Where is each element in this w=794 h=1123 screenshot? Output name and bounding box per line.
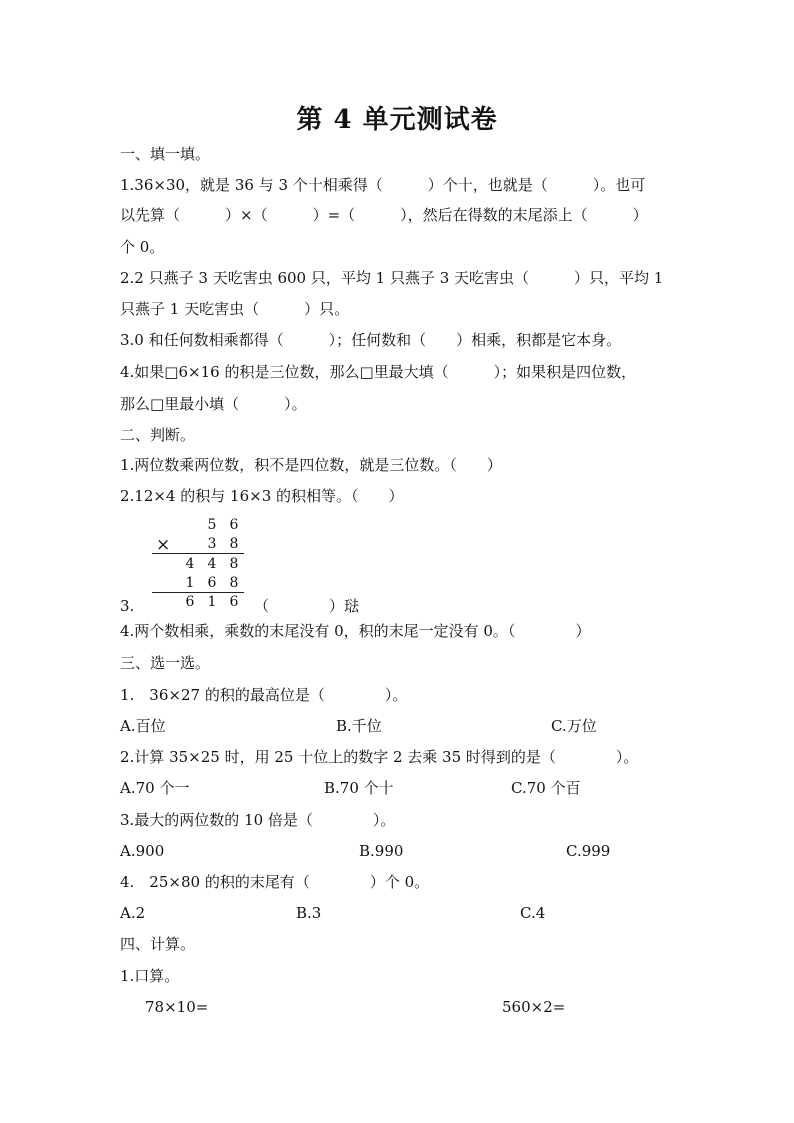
digit: 6 [229, 594, 239, 610]
option-b: B.70 个十 [324, 779, 394, 797]
question-1-2-line2: 只燕子 1 天吃害虫（ ）只。 [120, 300, 350, 318]
calculation-item: 78×10= [145, 998, 209, 1016]
section-heading-calculate: 四、计算。 [120, 935, 196, 953]
question-2-3-number: 3. [120, 597, 135, 615]
vertical-multiplication [150, 514, 246, 610]
question-1-1-line2: 以先算（ ）×（ ）=（ ），然后在得数的末尾添上（ ） [120, 206, 648, 224]
digit: 8 [229, 536, 239, 552]
question-1-1-line1: 1.36×30，就是 36 与 3 个十相乘得（ ）个十，也就是（ ）。也可 [120, 176, 646, 194]
option-c: C.4 [520, 904, 546, 922]
multiply-sign: × [156, 535, 171, 555]
option-c: C.70 个百 [511, 779, 581, 797]
subsection-mental-math: 1.口算。 [120, 967, 180, 985]
digit: 5 [207, 517, 217, 533]
digit: 1 [207, 594, 217, 610]
calculation-rule [152, 553, 244, 554]
option-c: C.999 [566, 842, 611, 860]
option-a: A.70 个一 [120, 779, 190, 797]
digit: 3 [207, 536, 217, 552]
question-3-2: 2.计算 35×25 时，用 25 十位上的数字 2 去乘 35 时得到的是（ ）。 [120, 748, 639, 766]
option-c: C.万位 [551, 717, 597, 735]
page-title: 第 4 单元测试卷 [296, 105, 498, 135]
question-2-3-answer: （ ）琺 [254, 597, 360, 615]
digit: 6 [185, 594, 195, 610]
question-1-4-line1: 4.如果□6×16 的积是三位数，那么□里最大填（ ）；如果积是四位数， [120, 363, 637, 381]
section-heading-judge: 二、判断。 [120, 426, 196, 444]
option-b: B.990 [359, 842, 404, 860]
section-heading-choose: 三、选一选。 [120, 654, 211, 672]
option-b: B.3 [296, 904, 322, 922]
section-heading-fill-in: 一、填一填。 [120, 145, 211, 163]
question-2-4: 4.两个数相乘，乘数的末尾没有 0，积的末尾一定没有 0。（ ） [120, 622, 591, 640]
option-a: A.900 [120, 842, 165, 860]
question-3-1: 1. 36×27 的积的最高位是（ ）。 [120, 686, 408, 704]
question-1-4-line2: 那么□里最小填（ ）。 [120, 395, 307, 413]
option-b: B.千位 [336, 717, 382, 735]
digit: 8 [229, 575, 239, 591]
option-a: A.百位 [120, 717, 166, 735]
question-3-3: 3.最大的两位数的 10 倍是（ ）。 [120, 811, 396, 829]
question-1-2-line1: 2.2 只燕子 3 天吃害虫 600 只，平均 1 只燕子 3 天吃害虫（ ）只，平均 1 [120, 269, 664, 287]
digit: 4 [185, 556, 195, 572]
calculation-item: 560×2= [502, 998, 566, 1016]
digit: 1 [185, 575, 195, 591]
digit: 8 [229, 556, 239, 572]
question-2-2: 2.12×4 的积与 16×3 的积相等。（ ） [120, 487, 404, 505]
digit: 4 [207, 556, 217, 572]
question-1-1-line3: 个 0。 [120, 238, 165, 256]
digit: 6 [207, 575, 217, 591]
option-a: A.2 [120, 904, 146, 922]
digit: 6 [229, 517, 239, 533]
question-2-1: 1.两位数乘两位数，积不是四位数，就是三位数。（ ） [120, 456, 502, 474]
question-1-3: 3.0 和任何数相乘都得（ ）；任何数和（ ）相乘，积都是它本身。 [120, 331, 622, 349]
question-3-4: 4. 25×80 的积的末尾有（ ）个 0。 [120, 873, 430, 891]
